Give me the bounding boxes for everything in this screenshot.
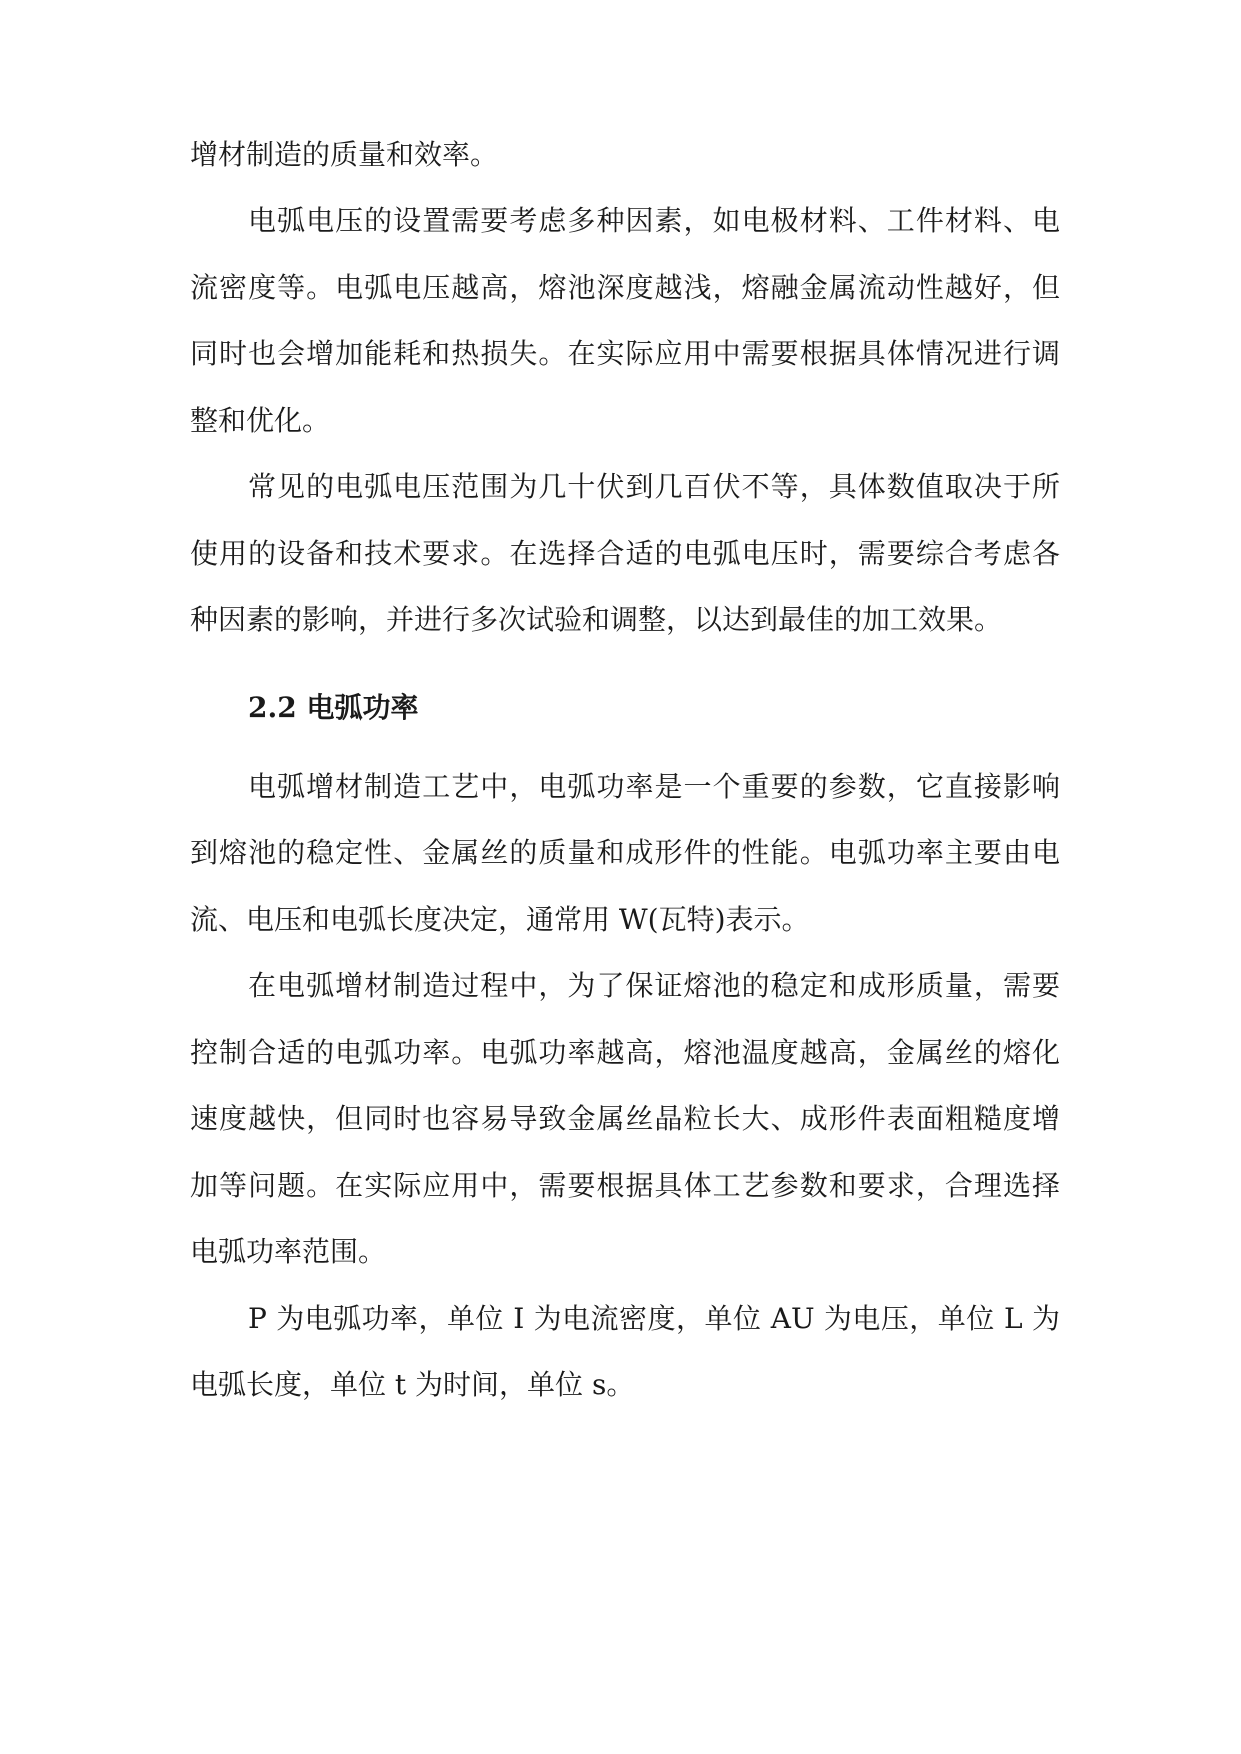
paragraph-line: 增材制造的质量和效率。 (190, 138, 499, 171)
paragraph-line: 到熔池的稳定性、金属丝的质量和成形件的性能。电弧功率主要由电 (190, 836, 1060, 869)
paragraph-line: 种因素的影响，并进行多次试验和调整，以达到最佳的加工效果。 (190, 603, 1003, 636)
paragraph-line: P 为电弧功率，单位 I 为电流密度，单位 AU 为电压，单位 L 为 (248, 1302, 1060, 1335)
paragraph-line: 使用的设备和技术要求。在选择合适的电弧电压时，需要综合考虑各 (190, 537, 1060, 570)
paragraph-line: 加等问题。在实际应用中，需要根据具体工艺参数和要求，合理选择 (190, 1169, 1060, 1202)
paragraph-line: 控制合适的电弧功率。电弧功率越高，熔池温度越高，金属丝的熔化 (190, 1036, 1060, 1069)
paragraph-line: 整和优化。 (190, 404, 331, 437)
paragraph-line: 电弧电压的设置需要考虑多种因素，如电极材料、工件材料、电 (248, 204, 1060, 237)
section-heading: 2.2 电弧功率 (248, 691, 419, 724)
paragraph-line: 速度越快，但同时也容易导致金属丝晶粒长大、成形件表面粗糙度增 (190, 1102, 1060, 1135)
paragraph-line: 流密度等。电弧电压越高，熔池深度越浅，熔融金属流动性越好，但 (190, 271, 1060, 304)
paragraph-line: 电弧增材制造工艺中，电弧功率是一个重要的参数，它直接影响 (248, 770, 1060, 803)
paragraph-line: 电弧功率范围。 (190, 1235, 387, 1268)
paragraph-line: 流、电压和电弧长度决定，通常用 W(瓦特)表示。 (190, 903, 810, 936)
paragraph-line: 在电弧增材制造过程中，为了保证熔池的稳定和成形质量，需要 (248, 969, 1060, 1002)
paragraph-line: 电弧长度，单位 t 为时间，单位 s。 (190, 1368, 635, 1401)
paragraph-line: 同时也会增加能耗和热损失。在实际应用中需要根据具体情况进行调 (190, 337, 1060, 370)
paragraph-line: 常见的电弧电压范围为几十伏到几百伏不等，具体数值取决于所 (248, 470, 1060, 503)
